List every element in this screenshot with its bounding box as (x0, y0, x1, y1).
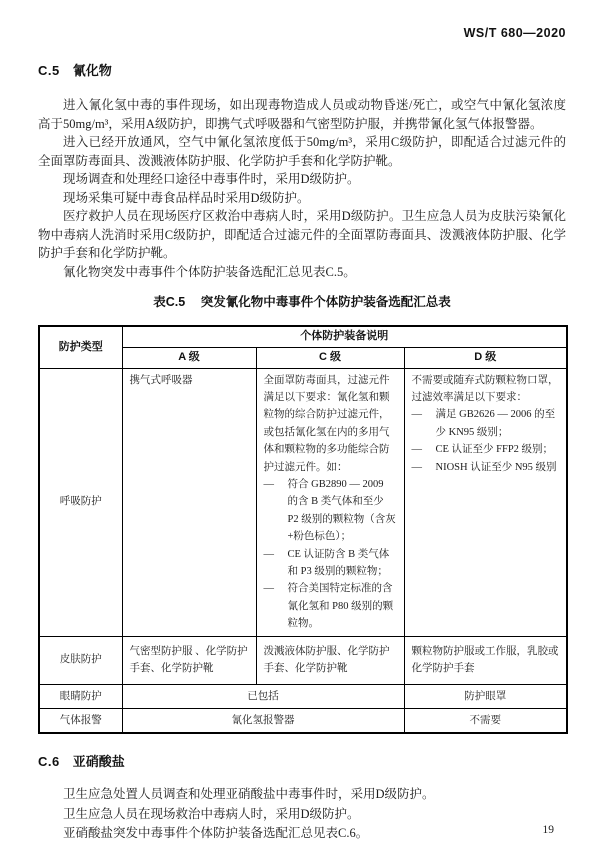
table-row-gas-alarm (39, 709, 567, 734)
section-c5-heading (38, 60, 566, 79)
paragraph: 氰化物突发中毒事件个体防护装备选配汇总见表C.5。 (63, 264, 356, 279)
header-level-c: C 级 (256, 347, 404, 368)
respiratory-c-cell (256, 368, 404, 636)
dash-marker: — (411, 409, 422, 421)
table-caption-text: 突发氰化物中毒事件个体防护装备选配汇总表 (200, 295, 451, 309)
list-item: — CE 认证防含 B 类气体和 P3 级别的颗粒物； (264, 546, 397, 581)
dash-marker: — (263, 478, 274, 490)
section-c6-heading (38, 751, 566, 770)
respiratory-a-cell: 携气式呼吸器 (122, 368, 256, 636)
paragraph: 亚硝酸盐突发中毒事件个体防护装备选配汇总见表C.6。 (63, 826, 369, 841)
page-number: 19 (542, 824, 554, 836)
list-item: — 符合 GB2890 — 2009 的含 B 类气体和至少 P2 级别的颗粒物（含灰+粉色标色）； (264, 476, 397, 546)
respiratory-d-cell (404, 368, 567, 636)
skin-a-cell: 气密型防护服 、化学防护手套、化学防护靴 (122, 636, 256, 684)
skin-d-cell: 颗粒物防护服或工作服，乳胶或化学防护手套 (404, 636, 567, 684)
dash-marker: — (263, 583, 274, 595)
paragraph: 现场采集可疑中毒食品样品时采用D级防护。 (63, 190, 310, 205)
paragraph: 进入氰化氢中毒的事件现场，如出现毒物造成人员或动物昏迷/死亡，或空气中氰化氢浓度高于50mg/m³，采用A级防护，即携气式呼吸器和气密型防护服，并携带氰化氢气体报警器。 (38, 98, 566, 131)
dash-marker: — (263, 548, 274, 560)
header-protection-type: 防护类型 (39, 326, 122, 368)
table-row-eye (39, 684, 567, 708)
eye-ac-cell: 已包括 (122, 684, 404, 708)
header-level-a: A 级 (122, 347, 256, 368)
row-label-eye: 眼睛防护 (39, 684, 122, 708)
paragraph: 医疗救护人员在现场医疗区救治中毒病人时，采用D级防护。卫生应急人员为皮肤污染氰化物中毒病人洗消时采用C级防护，即配适合过滤元件的全面罩防毒面具、泼溅液体防护服、化学防护手套和化学防护靴。 (38, 209, 566, 260)
table-c5-caption (38, 292, 566, 310)
list-item: — 符合美国特定标准的含氰化氢和 P80 级别的颗粒物。 (264, 580, 397, 632)
respiratory-d-intro: 不需要或随弃式防颗粒物口罩，过滤效率满足以下要求： (411, 374, 559, 403)
table-row-skin (39, 636, 567, 684)
row-label-gas-alarm: 气体报警 (39, 709, 122, 734)
dash-marker: — (411, 444, 422, 456)
paragraph: 卫生应急处置人员调查和处理亚硝酸盐中毒事件时，采用D级防护。 (63, 787, 435, 802)
ppe-selection-table (38, 325, 568, 734)
row-label-respiratory: 呼吸防护 (39, 368, 122, 636)
eye-d-cell: 防护眼罩 (404, 684, 567, 708)
list-item: — NIOSH 认证至少 N95 级别 (412, 459, 560, 476)
respiratory-c-intro: 全面罩防毒面具，过滤元件满足以下要求：氰化氢和颗粒物的综合防护过滤元件，或包括氰化氢在内的多用气体和颗粒物的多功能综合防护过滤元件。如： (263, 374, 390, 473)
paragraph: 卫生应急人员在现场救治中毒病人时，采用D级防护。 (63, 806, 360, 821)
paragraph: 进入已经开放通风，空气中氰化氢浓度低于50mg/m³，采用C级防护，即配适合过滤元件的全面罩防毒面具、泼溅液体防护服、化学防护手套和化学防护靴。 (38, 135, 566, 168)
row-label-skin: 皮肤防护 (39, 636, 122, 684)
section-c6-body (38, 785, 566, 844)
section-title: 亚硝酸盐 (72, 754, 125, 770)
skin-c-cell: 泼溅液体防护服、化学防护手套、化学防护靴 (256, 636, 404, 684)
header-level-d: D 级 (404, 347, 567, 368)
section-title: 氰化物 (72, 63, 112, 78)
header-equipment-group: 个体防护装备说明 (122, 326, 567, 347)
gas-d-cell: 不需要 (404, 709, 567, 734)
section-c5-body (38, 96, 566, 281)
table-row-respiratory (39, 368, 567, 636)
list-item: — CE 认证至少 FFP2 级别； (412, 441, 560, 458)
paragraph: 现场调查和处理经口途径中毒事件时，采用D级防护。 (63, 172, 360, 186)
table-header-row-1 (39, 326, 567, 347)
table-number: 表C.5 (153, 295, 186, 309)
section-number: C.6 (38, 754, 60, 770)
standard-number: WS/T 680—2020 (463, 26, 566, 40)
section-number: C.5 (38, 63, 60, 78)
dash-marker: — (411, 461, 422, 473)
list-item: — 满足 GB2626 — 2006 的至少 KN95 级别； (412, 406, 560, 441)
gas-ac-cell: 氰化氢报警器 (122, 709, 404, 734)
page-header (38, 24, 566, 42)
